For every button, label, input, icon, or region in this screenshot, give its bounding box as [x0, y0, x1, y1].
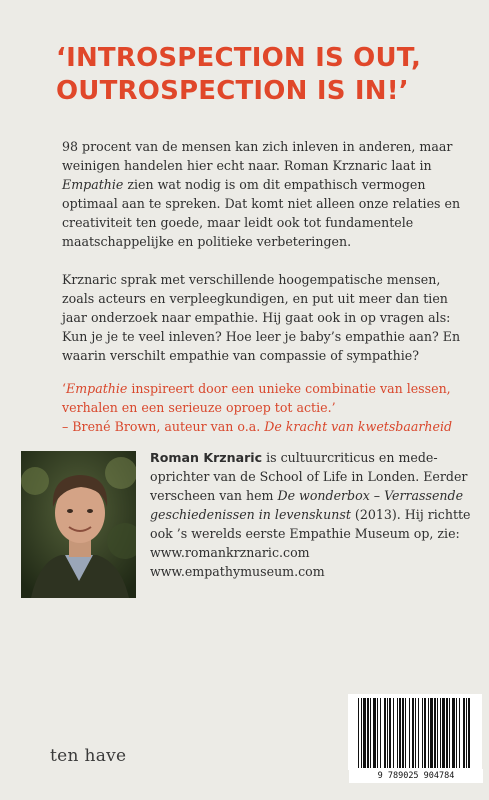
quote-attribution-book: De kracht van kwetsbaarheid — [264, 419, 453, 434]
barcode-bar — [434, 698, 436, 768]
quote-open: ‘ — [62, 381, 67, 396]
barcode-bar — [370, 698, 371, 768]
barcode-bar — [446, 698, 448, 768]
barcode-bar — [422, 698, 423, 768]
barcode-bar — [459, 698, 460, 768]
barcode-bar — [442, 698, 445, 768]
barcode-bar — [380, 698, 381, 768]
barcode-bar — [363, 698, 366, 768]
barcode-bar — [397, 698, 398, 768]
quote-attribution: – Brené Brown, auteur van o.a. — [62, 419, 265, 434]
blurb-text-b: zien wat nodig is om dit empathisch vermogen optimaal aan te spreken. Dat komt niet alleen onze relaties en creativiteit ten goede, maar leidt ook tot fundamentele maatschappelijke en politieke verbeteringen. — [62, 177, 461, 249]
blurb-paragraph-2: Krznaric sprak met verschillende hoogempatische mensen, zoals acteurs en verpleegkundigen, en put uit meer dan tien jaar onderzoek naar empathie. Hij gaat ook in op vragen als: Kun je je te veel inleven? Hoe leer je baby’s empathie aan? En waarin verschilt empathie van compassie of sympathie? — [62, 272, 461, 363]
author-photo — [21, 451, 136, 598]
barcode-bar — [449, 698, 450, 768]
barcode-bar — [361, 698, 362, 768]
back-cover-headline — [56, 42, 476, 108]
blurb-text-a: 98 procent van de mensen kan zich inleven in anderen, maar weinigen handelen hier echt naar. Roman Krznaric laat in — [62, 139, 453, 173]
barcode-bar — [389, 698, 391, 768]
endorsement-quote — [62, 379, 472, 436]
barcode-bar — [468, 698, 470, 768]
barcode-bar — [393, 698, 394, 768]
author-bio — [150, 448, 480, 581]
quote-book-title: Empathie — [66, 381, 128, 396]
quote-text: inspireert door een unieke combinatie van lessen, verhalen en een serieuze oproep tot actie.’ — [62, 381, 451, 415]
barcode-bar — [367, 698, 369, 768]
barcode-bar — [402, 698, 404, 768]
headline-line-1: ‘INTROSPECTION IS OUT, — [56, 43, 422, 73]
barcode-bar — [437, 698, 438, 768]
museum-website-link[interactable]: www.empathymuseum.com — [150, 564, 325, 579]
barcode-bar — [430, 698, 433, 768]
isbn-number: 9 789025 904784 — [349, 769, 483, 783]
isbn-barcode — [348, 694, 482, 770]
barcode-bar — [415, 698, 416, 768]
barcode-bar — [412, 698, 414, 768]
barcode-bar — [428, 698, 429, 768]
author-name: Roman Krznaric — [150, 450, 263, 465]
barcode-bar — [384, 698, 386, 768]
publisher-logo: ten have — [50, 746, 127, 766]
bio-book-title: De wonderbox – Verrassende geschiedenissen in levenskunst — [150, 488, 464, 522]
author-portrait-illustration — [21, 451, 136, 598]
barcode-bar — [387, 698, 388, 768]
barcode-bar — [399, 698, 401, 768]
barcode-bars — [348, 694, 482, 770]
barcode-bar — [418, 698, 419, 768]
barcode-bar — [405, 698, 406, 768]
bio-text-b: (2013). Hij richtte ook ’s werelds eerste Empathie Museum op, zie: — [150, 507, 471, 541]
book-title: Empathie — [62, 177, 124, 192]
barcode-bar — [463, 698, 465, 768]
barcode-bar — [424, 698, 426, 768]
barcode-bar — [456, 698, 457, 768]
bio-text-a: is cultuurcriticus en mede-oprichter van de School of Life in Londen. Eerder verscheen van hem — [150, 450, 468, 503]
author-website-link[interactable]: www.romankrznaric.com — [150, 545, 310, 560]
barcode-bar — [452, 698, 455, 768]
barcode-bar — [440, 698, 441, 768]
barcode-bar — [358, 698, 359, 768]
barcode-bar — [409, 698, 410, 768]
barcode-bar — [373, 698, 376, 768]
blurb-paragraph-1 — [62, 137, 472, 251]
barcode-bar — [377, 698, 378, 768]
barcode-bar — [466, 698, 467, 768]
headline-line-2: OUTROSPECTION IS IN!’ — [56, 76, 409, 106]
